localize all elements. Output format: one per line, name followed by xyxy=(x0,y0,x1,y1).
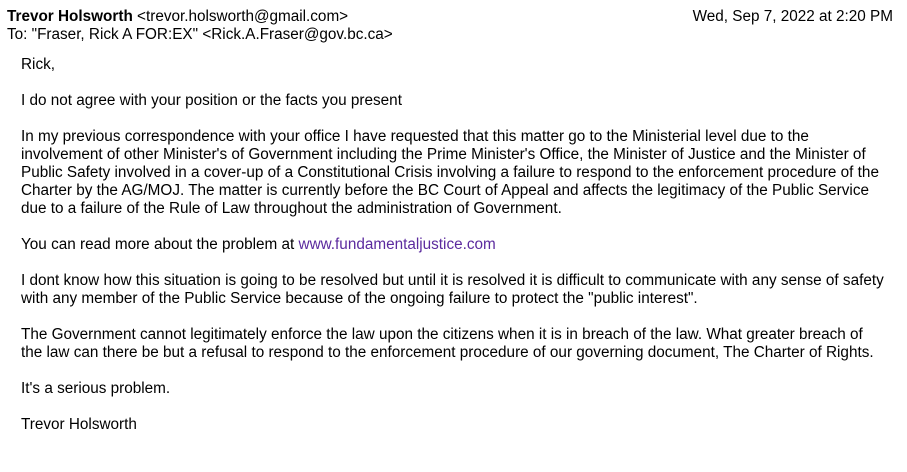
greeting: Rick, xyxy=(21,56,55,73)
paragraph-disagree: I do not agree with your position or the facts you present xyxy=(21,92,402,109)
sent-date: Wed, Sep 7, 2022 at 2:20 PM xyxy=(692,8,893,25)
paragraph-read-more xyxy=(21,236,887,254)
email-header xyxy=(0,0,907,44)
to-label: To: xyxy=(7,26,28,43)
signature: Trevor Holsworth xyxy=(21,416,137,433)
recipient[interactable]: "Fraser, Rick A FOR:EX" <Rick.A.Fraser@gov.bc.ca> xyxy=(31,26,393,43)
sender-name[interactable]: Trevor Holsworth xyxy=(7,8,133,25)
sender-email[interactable]: <trevor.holsworth@gmail.com> xyxy=(137,8,349,25)
read-more-text: You can read more about the problem at xyxy=(21,236,299,253)
paragraph-resolution: I dont know how this situation is going to be resolved but until it is resolved it is difficult to communicate with any sense of safety with any member of the Public Service because of the ongoing failure to protect the "public interest". xyxy=(21,272,884,307)
to-line xyxy=(7,26,900,44)
paragraph-breach: The Government cannot legitimately enforce the law upon the citizens when it is in breach of the law. What greater breach of the law can there be but a refusal to respond to the enforcement procedure of our governing document, The Charter of Rights. xyxy=(21,326,874,361)
paragraph-ministerial: In my previous correspondence with your office I have requested that this matter go to the Ministerial level due to the involvement of other Minister's of Government including the Prime Minister's Office, the Minister of Justice and the Minister of Public Safety involved in a cover-up of a Constitutional Crisis involving a failure to respond to the enforcement procedure of the Charter by the AG/MOJ. The matter is currently before the BC Court of Appeal and affects the legitimacy of the Public Service due to a failure of the Rule of Law throughout the administration of Government. xyxy=(21,128,879,217)
paragraph-serious: It's a serious problem. xyxy=(21,380,171,397)
email-body xyxy=(0,44,907,434)
fundamentaljustice-link[interactable]: www.fundamentaljustice.com xyxy=(298,236,496,253)
